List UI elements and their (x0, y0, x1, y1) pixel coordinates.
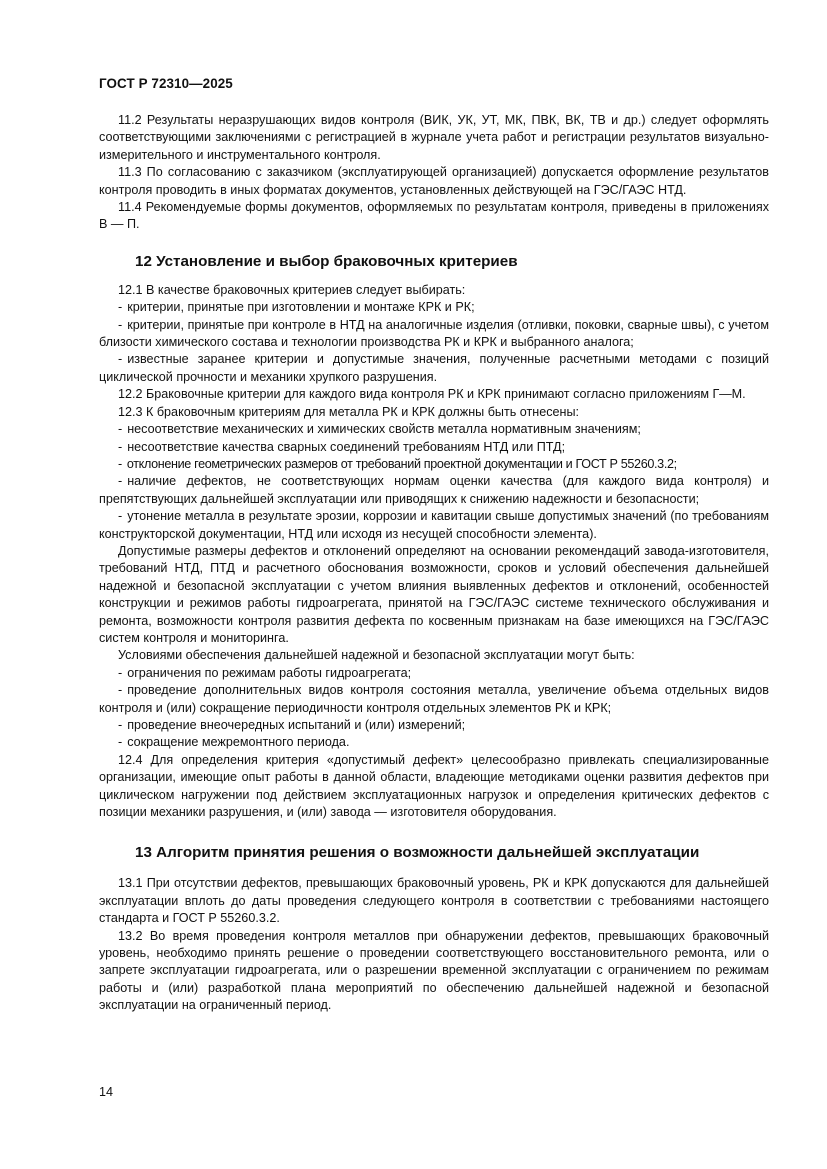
list-item-text: проведение внеочередных испытаний и (или) измерений; (127, 718, 466, 732)
dash: - (118, 300, 123, 315)
list-item-text: сокращение межремонтного периода. (127, 735, 350, 750)
dash: - (118, 683, 123, 698)
paragraph-12-2: 12.2 Браковочные критерии для каждого вида контроля РК и КРК принимают согласно приложениям Г—М. (118, 387, 746, 402)
document-header: ГОСТ Р 72310—2025 (99, 76, 233, 91)
list-item-text: критерии, принятые при контроле в НТД на аналогичные изделия (отливки, поковки, сварные швы), с учетом близости химического состава и технологии производства РК и КРК и выбранного аналога; (99, 317, 769, 350)
dash: - (118, 352, 123, 367)
paragraph-12-3: 12.3 К браковочным критериям для металла РК и КРК должны быть отнесены: (118, 404, 580, 419)
list-item (99, 421, 769, 438)
list-item (99, 456, 769, 473)
dash: - (118, 474, 123, 489)
list-item (99, 682, 769, 717)
paragraph-12-1: 12.1 В качестве браковочных критериев следует выбирать: (118, 282, 466, 297)
paragraph-13-2: 13.2 Во время проведения контроля металлов при обнаружении дефектов, превышающих браковочный уровень, необходимо принять решение о проведении соответствующего восстановительного ремонта, или о запрете эксплуатации гидроагрегата, или о разрешении временной эксплуатации с ограничением по режимам работы и (или) разработкой плана мероприятий по обеспечению дальнейшей надежной и безопасной эксплуатации на ограниченный период. (99, 928, 769, 1013)
list-item-text: несоответствие механических и химических свойств металла нормативным значениям; (127, 422, 641, 437)
section-13-heading: 13 Алгоритм принятия решения о возможности дальнейшей эксплуатации (135, 844, 700, 862)
paragraph-11-3: 11.3 По согласованию с заказчиком (эксплуатирующей организацией) допускается оформление результатов контроля проводить в иных форматах документов, установленных действующей на ГЭС/ГАЭС НТД. (99, 165, 769, 197)
list-item-text: проведение дополнительных видов контроля состояния металла, увеличение объема отдельных видов контроля и (или) сокращение периодичности контроля отдельных элементов РК и КРК; (99, 683, 769, 715)
list-item (99, 299, 769, 316)
list-item (99, 734, 769, 751)
dash: - (118, 735, 123, 750)
dash: - (118, 665, 123, 680)
list-item (99, 439, 769, 456)
list-item (99, 508, 769, 543)
list-item-text: ограничения по режимам работы гидроагрегата; (127, 665, 412, 680)
list-item-text: отклонение геометрических размеров от требований проектной документации и ГОСТ Р 55260.3.2; (126, 456, 677, 471)
list-item-text: несоответствие качества сварных соединений требованиям НТД или ПТД; (127, 439, 566, 454)
paragraph-13-1: 13.1 При отсутствии дефектов, превышающих браковочный уровень, РК и КРК допускаются для дальнейшей эксплуатации вплоть до даты проведения следующего контроля в соответствии с требованиями настоящего стандарта и ГОСТ Р 55260.3.2. (99, 876, 769, 926)
dash: - (118, 456, 122, 471)
page-number: 14 (99, 1085, 114, 1099)
document-body (99, 112, 769, 1015)
dash: - (118, 718, 123, 732)
list-item-text: критерии, принятые при изготовлении и монтаже КРК и РК; (127, 300, 475, 315)
dash: - (118, 317, 123, 332)
paragraph-conditions: Условиями обеспечения дальнейшей надежной и безопасной эксплуатации могут быть: (118, 648, 635, 663)
dash: - (118, 509, 123, 524)
dash: - (118, 439, 123, 454)
list-item (99, 665, 769, 682)
list-item (99, 473, 769, 508)
list-item (99, 317, 769, 352)
section-12-heading: 12 Установление и выбор браковочных критериев (135, 252, 518, 270)
list-item (99, 717, 769, 734)
list-item (99, 351, 769, 386)
list-item-text: известные заранее критерии и допустимые значения, полученные расчетными методами с позиций циклической прочности и механики хрупкого разрушения. (99, 352, 769, 384)
paragraph-tolerances: Допустимые размеры дефектов и отклонений определяют на основании рекомендаций завода-изготовителя, требований НТД, ПТД и расчетного обоснования возможности, сроков и условий обеспечения дальнейшей надежной и безопасной эксплуатации с учетом влияния выявленных дефектов и отклонений, особенностей конструкции и режимов работы гидроагрегата, принятой на ГЭС/ГАЭС системе технического обслуживания и ремонта, возможности контроля развития дефекта по косвенным признакам на базе имеющихся на ГЭС/ГАЭС систем контроля и мониторинга. (99, 543, 769, 645)
list-item-text: утонение металла в результате эрозии, коррозии и кавитации свыше допустимых значений (по требованиям конструкторской документации, НТД или исходя из несущей способности элемента). (99, 509, 769, 541)
list-item-text: наличие дефектов, не соответствующих нормам оценки качества (для каждого вида контроля) и препятствующих дальнейшей эксплуатации или приводящих к снижению надежности и безопасности; (99, 474, 769, 506)
dash: - (118, 422, 123, 437)
paragraph-11-2: 11.2 Результаты неразрушающих видов контроля (ВИК, УК, УТ, МК, ПВК, ВК, ТВ и др.) следует оформлять соответствующими заключениями с регистрацией в журнале учета работ и регистрации результатов визуально-измерительного и инструментального контроля. (99, 113, 769, 162)
paragraph-11-4: 11.4 Рекомендуемые формы документов, оформляемых по результатам контроля, приведены в приложениях В — П. (99, 200, 769, 232)
paragraph-12-4: 12.4 Для определения критерия «допустимый дефект» целесообразно привлекать специализированные организации, имеющие опыт работы в данной области, владеющие методиками оценки развития дефектов при циклическом нагружении под действием эксплуатационных нагрузок и определения критических дефектов с позиции механики разрушения, и (или) завода — изготовителя оборудования. (99, 752, 769, 820)
